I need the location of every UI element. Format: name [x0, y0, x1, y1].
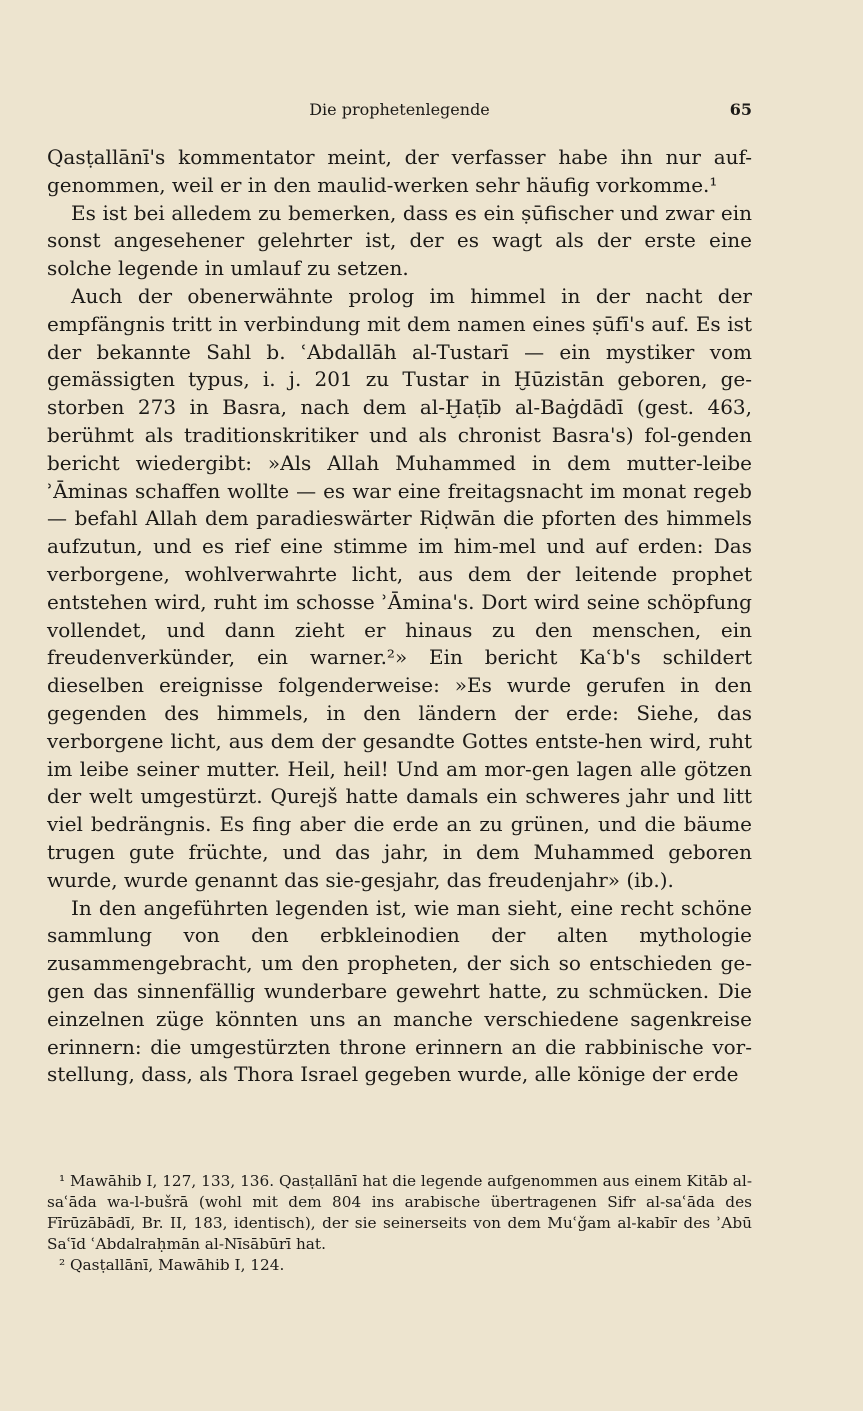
footnote-2: ² Qasṭallānī, Mawāhib I, 124. [59, 1256, 285, 1274]
footnote-1: ¹ Mawāhib I, 127, 133, 136. Qasṭallānī hat die legende aufgenommen aus einem Kitāb al-saʿāda wa-l-bušrā (wohl mit dem 804 ins arabische übertragenen Sifr al-saʿāda des Fīrūzābādī, Br. II, 183, identisch), der sie seinerseits von dem Muʿǧam al-kabīr des ʾAbū Saʿīd ʿAbdalraḥmān al-Nīsābūrī hat. [47, 1172, 752, 1253]
paragraph-3: Auch der obenerwähnte prolog im himmel in der nacht der empfängnis tritt in verbindung mit dem namen eines ṣūfī's auf. Es ist der bekannte Sahl b. ʿAbdallāh al-Tustarī — ein mystiker vom gemässigten typus, i. j. 201 zu Tustar in Ḫūzistān geboren, ge-storben 273 in Basra, nach dem al-Ḫaṭīb al-Baġdādī (gest. 463, berühmt als traditionskritiker und als chronist Basra's) fol-genden bericht wiedergibt: »Als Allah Muhammed in dem mutter-leibe ʾĀminas schaffen wollte — es war eine freitagsnacht im monat regeb — befahl Allah dem paradieswärter Riḍwān die pforten des himmels aufzutun, und es rief eine stimme im him-mel und auf erden: Das verborgene, wohlverwahrte licht, aus dem der leitende prophet entstehen wird, ruht im schosse ʾĀmina's. Dort wird seine schöpfung vollendet, und dann zieht er hinaus zu den menschen, ein freudenverkünder, ein warner.²» Ein bericht Kaʿb's schildert dieselben ereignisse folgenderweise: »Es wurde gerufen in den gegenden des himmels, in den ländern der erde: Siehe, das verborgene licht, aus dem der gesandte Gottes entste-hen wird, ruht im leibe seiner mutter. Heil, heil! Und am mor-gen lagen alle götzen der welt umgestürzt. Qurejš hatte damals ein schweres jahr und litt viel bedrängnis. Es fing aber die erde an zu grünen, und die bäume trugen gute früchte, und das jahr, in dem Muhammed geboren wurde, wurde genannt das sie-gesjahr, das freudenjahr» (ib.). [47, 283, 752, 892]
footnotes [47, 1171, 752, 1276]
paragraph-1: Qasṭallānī's kommentator meint, der verfasser habe ihn nur auf-genommen, weil er in den maulid-werken sehr häufig vorkomme.¹ [47, 145, 752, 197]
main-text [47, 144, 752, 1089]
paragraph-2: Es ist bei alledem zu bemerken, dass es ein ṣūfischer und zwar ein sonst angesehener gelehrter ist, der es wagt als der erste eine solche legende in umlauf zu setzen. [47, 200, 752, 281]
page-number: 65 [729, 100, 752, 119]
page-header [47, 100, 752, 124]
paragraph-4: In den angeführten legenden ist, wie man sieht, eine recht schöne sammlung von den erbkleinodien der alten mythologie zusammengebracht, um den propheten, der sich so entschieden ge-gen das sinnenfällig wunderbare gewehrt hatte, zu schmücken. Die einzelnen züge könnten uns an manche verschiedene sagenkreise erinnern: die umgestürzten throne erinnern an die rabbinische vor-stellung, dass, als Thora Israel gegeben wurde, alle könige der erde [47, 895, 752, 1087]
running-title: Die prophetenlegende [309, 100, 490, 119]
